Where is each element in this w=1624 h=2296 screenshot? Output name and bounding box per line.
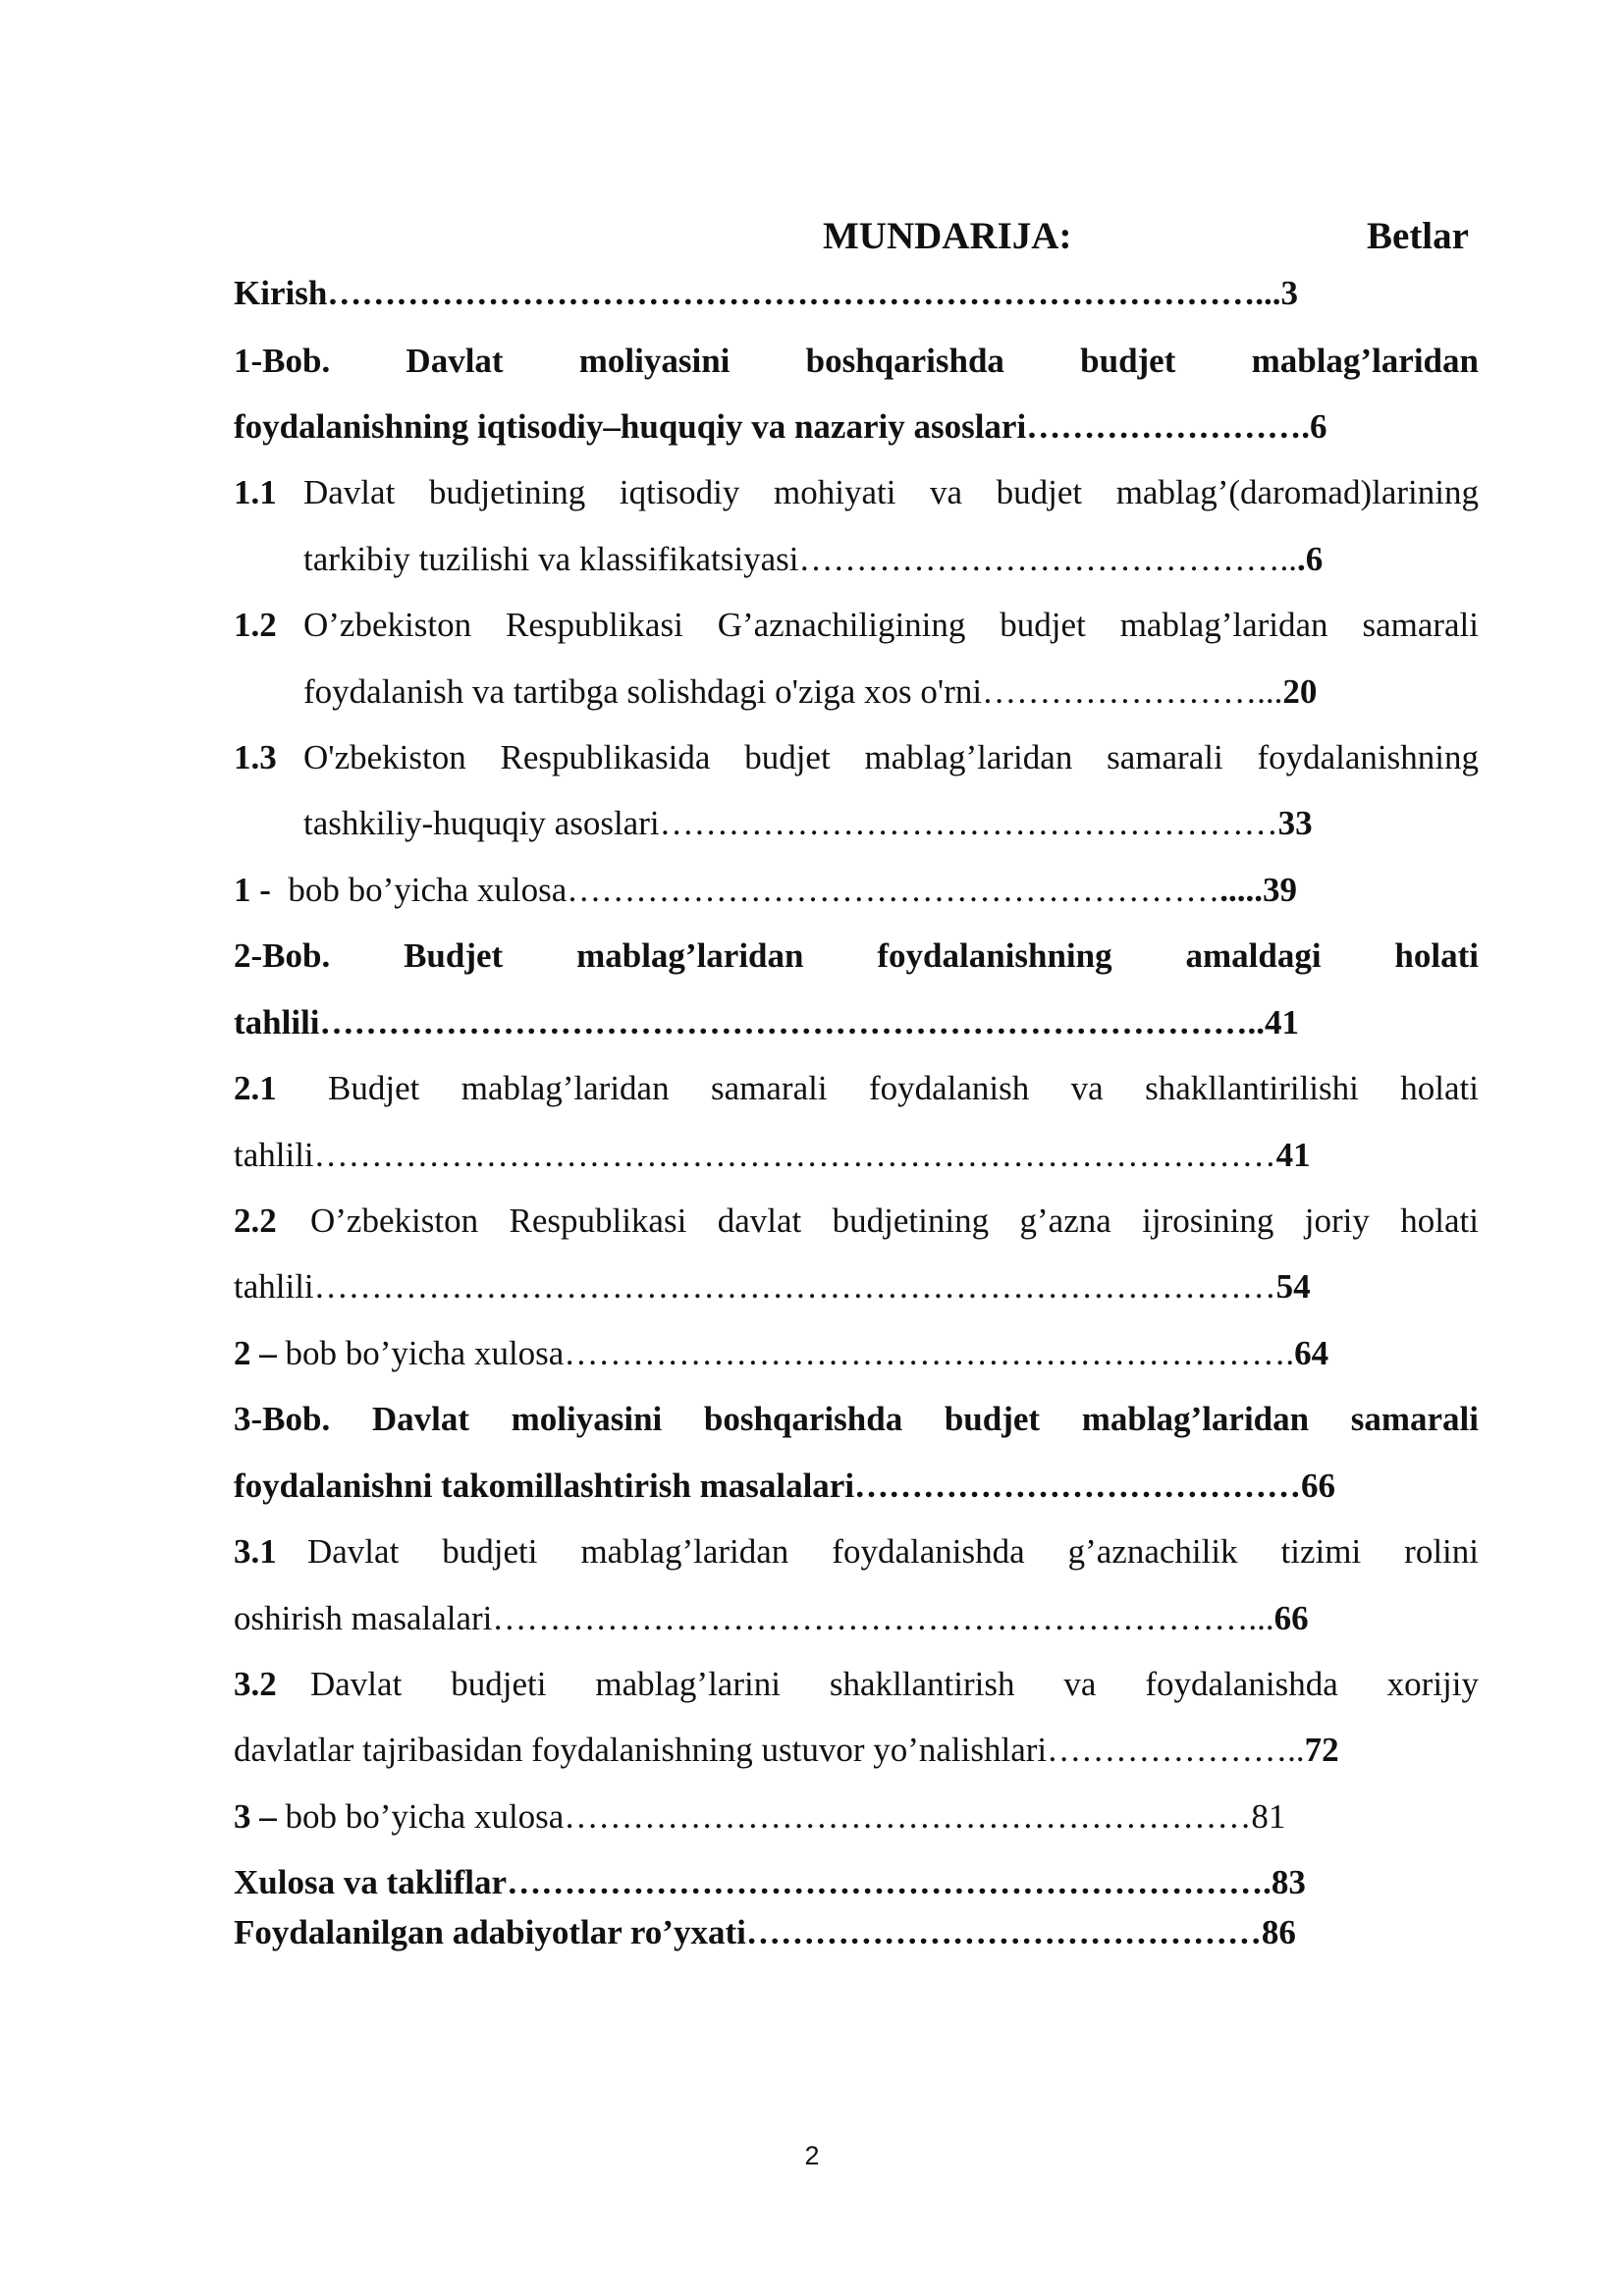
toc-section-number: 2.2 <box>234 1201 277 1240</box>
toc-section-1-1-line2 <box>303 540 1323 579</box>
toc-entry-text: oshirish masalalari…………………………………………………………... <box>234 1599 1274 1637</box>
toc-section-3-1-line2 <box>234 1599 1309 1638</box>
toc-entry-text: Kirish………………………………………………………………………...3 <box>234 274 1299 312</box>
toc-entry-kirish <box>234 274 1298 313</box>
toc-entry-text: tahlili………………………………………………………………………… <box>234 1267 1276 1306</box>
toc-entry-references: Foydalanilgan adabiyotlar ro’yxati………………………………………86 <box>234 1913 1296 1951</box>
toc-section-2-2-line2 <box>234 1267 1311 1307</box>
toc-chapter-1-summary <box>234 871 1297 910</box>
toc-section-1-1-line1: Davlat budjetining iqtisodiy mohiyati va budjet mablag’(daromad)larining <box>303 473 1479 511</box>
toc-page-number: 64 <box>1294 1334 1329 1372</box>
toc-page-number: 33 <box>1277 804 1313 842</box>
toc-section-1-3-line2 <box>303 804 1313 843</box>
toc-section-number: 1.1 <box>234 473 277 511</box>
toc-chapter-1-line2: foydalanishning iqtisodiy–huquqiy va nazariy asoslari…………………….6 <box>234 407 1327 446</box>
toc-entry-text: bob bo’yicha xulosa……………………………………………………81 <box>285 1797 1286 1836</box>
toc-entry-text: tarkibiy tuzilishi va klassifikatsiyasi…………………………………….. <box>303 540 1298 578</box>
toc-entry-conclusions: Xulosa va takliflar………………………………………………………….83 <box>234 1863 1306 1901</box>
toc-chapter-2-line2: tahlili………………………………………………………………………..41 <box>234 1003 1300 1041</box>
toc-section-3-2-line1: Davlat budjeti mablag’larini shakllantirish va foydalanishda xorijiy <box>310 1665 1479 1703</box>
toc-section-number: 2 – <box>234 1334 277 1372</box>
pages-column-label: Betlar <box>1367 215 1469 257</box>
toc-page-number: 54 <box>1275 1267 1311 1306</box>
toc-chapter-3-summary <box>234 1797 1285 1837</box>
toc-section-number: 1.3 <box>234 738 277 776</box>
toc-section-number: 3.1 <box>234 1532 277 1571</box>
toc-section-2-1-line1: Budjet mablag’laridan samarali foydalanish va shakllantirilishi holati <box>328 1069 1479 1107</box>
toc-entry-text: tashkiliy-huquqiy asoslari……………………………………………… <box>303 804 1278 842</box>
toc-entry-text: bob bo’yicha xulosa………………………………………………………. <box>285 1334 1295 1372</box>
toc-section-number: 3.2 <box>234 1665 277 1703</box>
toc-entry-text: davlatlar tajribasidan foydalanishning ustuvor yo’nalishlari………………….. <box>234 1731 1305 1769</box>
toc-section-1-3-line1: O'zbekiston Respublikasida budjet mablag’laridan samarali foydalanishning <box>303 738 1479 776</box>
toc-chapter-3-line2: foydalanishni takomillashtirish masalalari…………………………………66 <box>234 1467 1336 1505</box>
toc-page-number: .....39 <box>1219 871 1297 909</box>
toc-page-number: 20 <box>1282 672 1318 711</box>
toc-page-number: 41 <box>1275 1136 1311 1174</box>
toc-chapter-2-line1: 2-Bob. Budjet mablag’laridan foydalanishning amaldagi holati <box>234 936 1479 975</box>
toc-section-number: 3 – <box>234 1797 277 1836</box>
toc-chapter-2-summary <box>234 1334 1328 1373</box>
toc-section-number: 1 - <box>234 871 271 909</box>
toc-page-number: 66 <box>1273 1599 1309 1637</box>
toc-entry-text: tahlili………………………………………………………………………… <box>234 1136 1276 1174</box>
toc-section-number: 1.2 <box>234 606 277 644</box>
toc-section-1-2-line1: O’zbekiston Respublikasi G’aznachiligining budjet mablag’laridan samarali <box>303 606 1479 644</box>
toc-section-2-1-line2 <box>234 1136 1311 1175</box>
toc-section-1-2-line2 <box>303 672 1317 712</box>
toc-page-number: .6 <box>1297 540 1324 578</box>
toc-chapter-3-line1: 3-Bob. Davlat moliyasini boshqarishda budjet mablag’laridan samarali <box>234 1400 1479 1438</box>
toc-entry-text: foydalanish va tartibga solishdagi o'ziga xos o'rni……………………... <box>303 672 1283 711</box>
toc-section-number: 2.1 <box>234 1069 277 1107</box>
toc-section-2-2-line1: O’zbekiston Respublikasi davlat budjetining g’azna ijrosining joriy holati <box>310 1201 1479 1240</box>
toc-entry-text: bob bo’yicha xulosa………………………………………………… <box>288 871 1220 909</box>
toc-chapter-1-line1: 1-Bob. Davlat moliyasini boshqarishda budjet mablag’laridan <box>234 342 1479 380</box>
toc-title: MUNDARIJA: <box>823 215 1072 257</box>
toc-page-number: 72 <box>1304 1731 1339 1769</box>
toc-section-3-1-line1: Davlat budjeti mablag’laridan foydalanishda g’aznachilik tizimi rolini <box>307 1532 1479 1571</box>
page-number: 2 <box>804 2141 820 2170</box>
toc-section-3-2-line2 <box>234 1731 1339 1770</box>
